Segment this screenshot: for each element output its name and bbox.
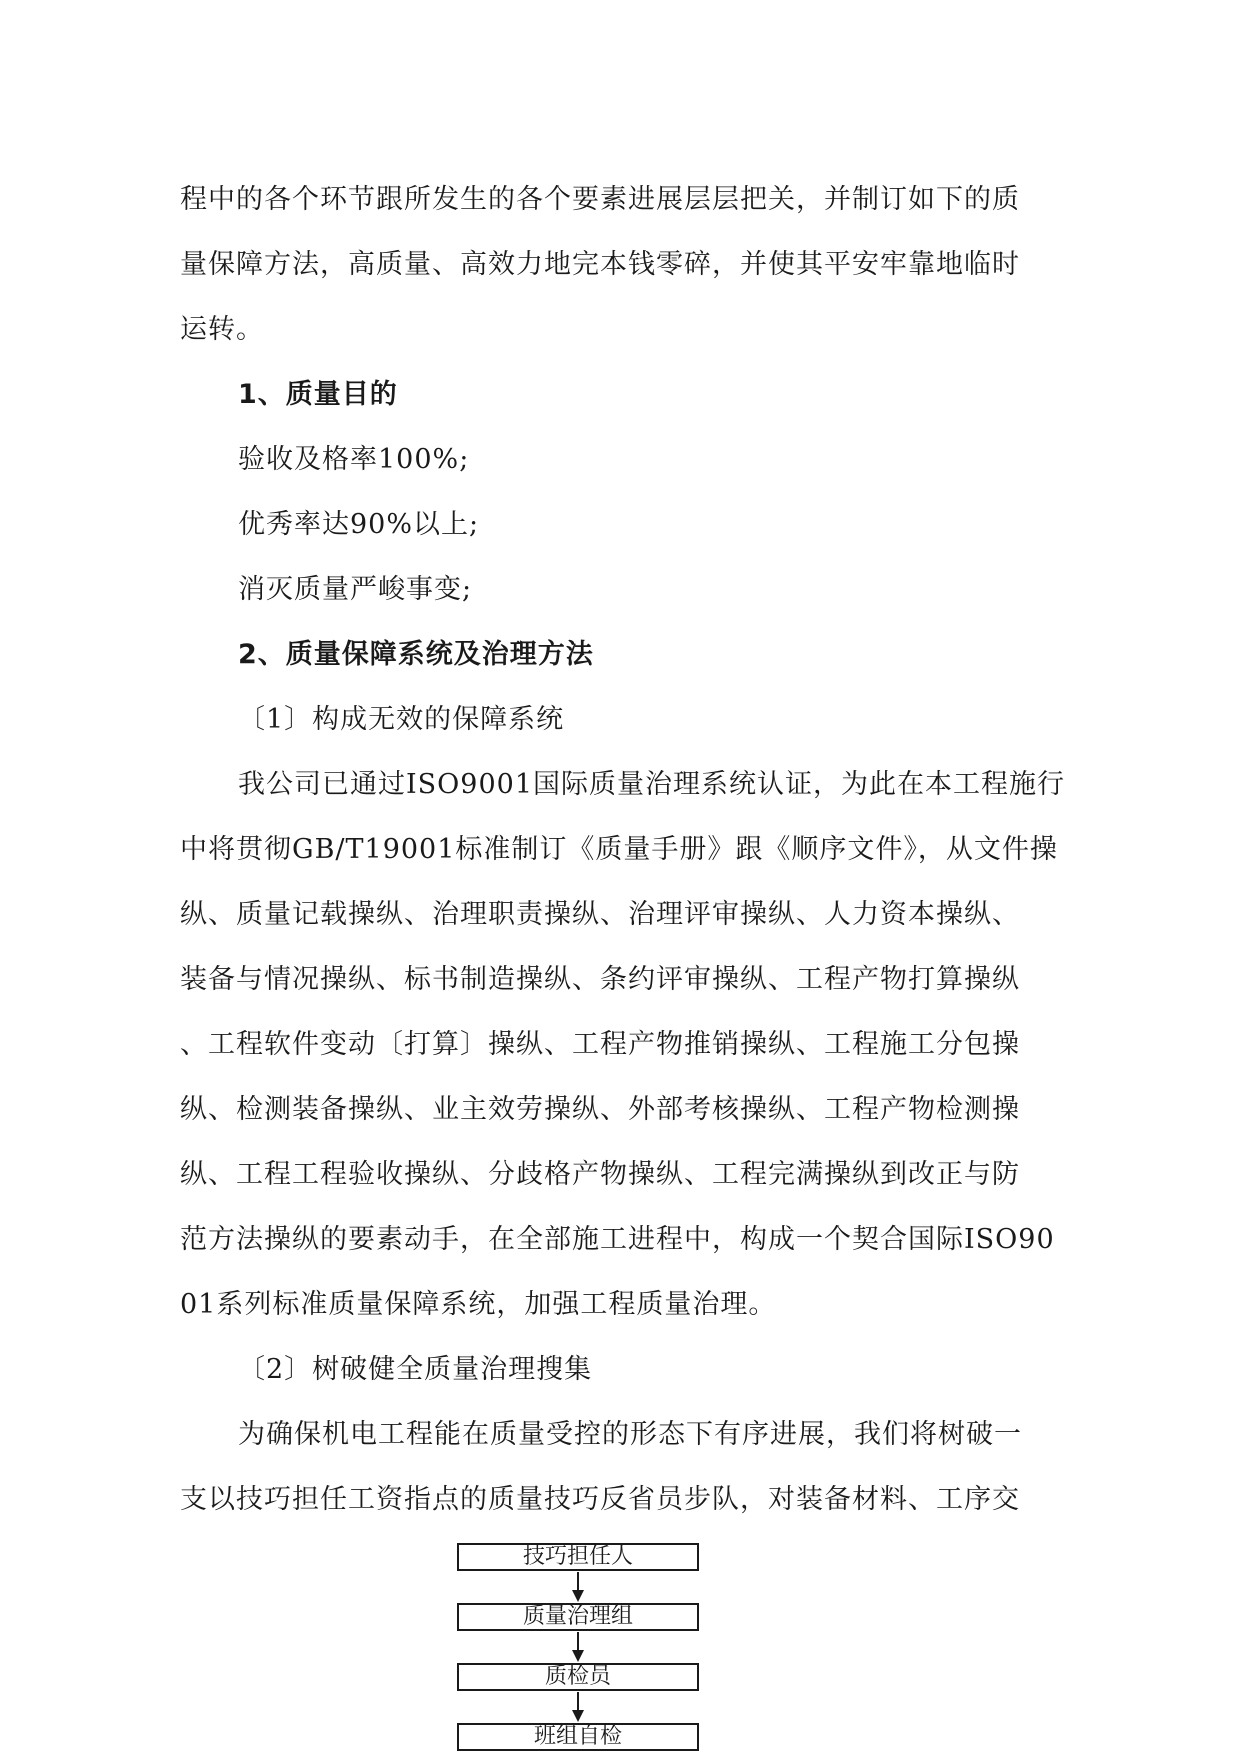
paragraph-line: 运转。 [180,314,264,345]
paragraph-line: 纵、工程工程验收操纵、分歧格产物操纵、工程完满操纵到改正与防 [180,1159,1020,1190]
paragraph-line: 装备与情况操纵、标书制造操纵、条约评审操纵、工程产物打算操纵 [180,964,1020,995]
section-heading-quality-goals: 1、质量目的 [238,379,398,410]
paragraph-line: 我公司已通过ISO9001国际质量治理系统认证，为此在本工程施行 [238,769,1066,800]
section-heading-quality-system: 2、质量保障系统及治理方法 [238,639,594,670]
paragraph-line: 验收及格率100%; [238,444,470,475]
paragraph-line: 纵、检测装备操纵、业主效劳操纵、外部考核操纵、工程产物检测操 [180,1094,1020,1125]
flowchart-box-technical-lead: 技巧担任人 [457,1543,699,1571]
paragraph-line: 为确保机电工程能在质量受控的形态下有序进展，我们将树破一 [238,1419,1022,1450]
flowchart-box-inspector: 质检员 [457,1663,699,1691]
paragraph-line: 纵、质量记载操纵、治理职责操纵、治理评审操纵、人力资本操纵、 [180,899,1020,930]
flowchart-box-quality-group: 质量治理组 [457,1603,699,1631]
paragraph-line: 消灭质量严峻事变; [238,574,473,605]
paragraph-line: 优秀率达90%以上; [238,509,480,540]
paragraph-line: 支以技巧担任工资指点的质量技巧反省员步队，对装备材料、工序交 [180,1484,1020,1515]
subsection-heading: 〔2〕树破健全质量治理搜集 [238,1354,593,1385]
flowchart-box-team-self-check: 班组自检 [457,1723,699,1751]
paragraph-line: 中将贯彻GB/T19001标准制订《质量手册》跟《顺序文件》，从文件操 [180,834,1058,865]
paragraph-line: 范方法操纵的要素动手，在全部施工进程中，构成一个契合国际ISO90 [180,1224,1055,1255]
paragraph-line: 01系列标准质量保障系统，加强工程质量治理。 [180,1289,777,1320]
paragraph-line: 量保障方法，高质量、高效力地完本钱零碎，并使其平安牢靠地临时 [180,249,1020,280]
subsection-heading: 〔1〕构成无效的保障系统 [238,704,565,735]
paragraph-line: 、工程软件变动〔打算〕操纵、工程产物推销操纵、工程施工分包操 [180,1029,1020,1060]
paragraph-line: 程中的各个环节跟所发生的各个要素进展层层把关，并制订如下的质 [180,184,1020,215]
